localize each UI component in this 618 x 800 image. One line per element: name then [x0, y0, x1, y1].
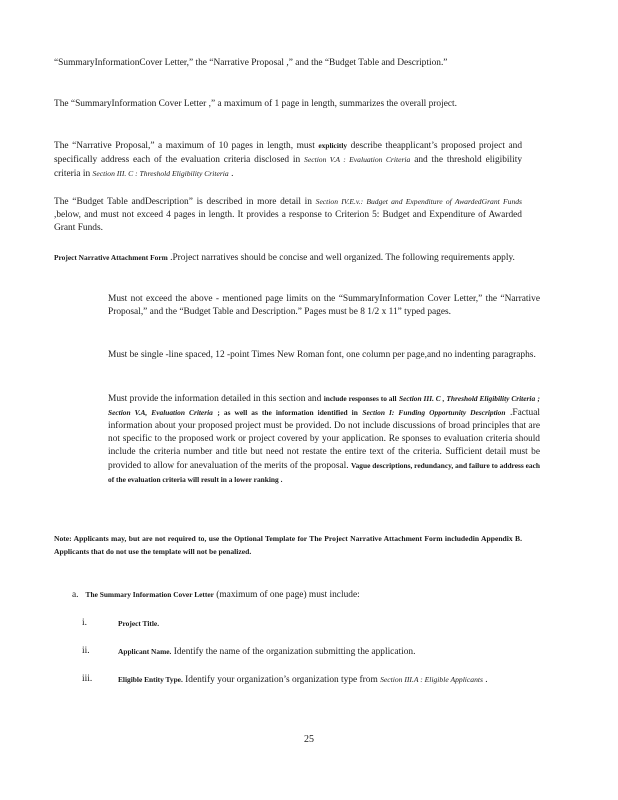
list-label-ii: ii. [82, 646, 90, 656]
text: Identify your organization’s organization type from [185, 675, 378, 685]
page-number: 25 [304, 734, 314, 745]
list-item-a [72, 588, 542, 602]
list-label: a. [72, 590, 79, 600]
text: and the threshold eligibility criteria in [54, 155, 523, 179]
text: Must provide the information detailed in this section and [108, 394, 322, 404]
section-reference: Section III. C : Threshold Eligibility Criteria [92, 169, 229, 178]
text: .Project narratives should be concise and well organized. The following requirements apply. [170, 253, 515, 263]
text: .Factual information about your proposed project must be provided. Do not include discussions of broad principles that are not specific to the proposed work or project covered by your application. Re sponses to evaluation criteria should include the criteria number and title but need not restate the entire text of the criteria. Sufficient detail must be provided to allow for anevaluation of the merits of the proposal. [108, 408, 540, 471]
note-optional-template: Note: Applicants may, but are not required to, use the Optional Template for The Project Narrative Attachment Form includedin Appendix B. Applicants that do not use the template will not be penalized. [54, 534, 522, 556]
text: Identify the name of the organization submitting the application. [173, 647, 416, 657]
section-reference: Section I: Funding Opportunity Description [362, 408, 506, 417]
list-item-applicant-name [118, 645, 538, 659]
section-reference: Section III. C , Threshold Eligibility Criteria [398, 394, 536, 403]
text-bold: The Summary Information Cover Letter [85, 590, 214, 599]
paragraph-project-narrative-form [54, 251, 522, 265]
text: The “Budget Table andDescription” is described in more detail in [54, 197, 312, 207]
bullet-formatting: Must be single -line spaced, 12 -point Times New Roman font, one column per page,and no indenting paragraphs. [108, 350, 536, 360]
text-bold: Vague descriptions, redundancy, and failure to address each of the evaluation criteria will result in a lower ranking . [108, 461, 540, 484]
section-reference: Section V.A : Evaluation Criteria [304, 155, 411, 164]
paragraph-intro: “SummaryInformationCover Letter,” the “Narrative Proposal ,” and the “Budget Table and Description.” [54, 58, 448, 68]
text-bold: Applicant Name. [118, 647, 172, 656]
list-item-project-title: Project Title. [118, 619, 160, 628]
paragraph-budget-table [54, 195, 522, 235]
text: ,below, and must not exceed 4 pages in length. It provides a response to Criterion 5: Budget and Expenditure of Awarded Grant Funds. [54, 210, 522, 233]
text: describe theapplicant’s proposed project and specifically address each of the evaluation criteria disclosed in [54, 141, 523, 165]
paragraph-summary-cover-letter: The “SummaryInformation Cover Letter ,” a maximum of 1 page in length, summarizes the overall project. [54, 99, 457, 109]
text: The “Narrative Proposal,” a maximum of 10 pages in length, must [54, 141, 315, 151]
section-reference: Section III.A : Eligible Applicants [380, 675, 483, 684]
emphasis-explicitly: explicitly [318, 141, 348, 150]
section-reference: ; Section V.A, Evaluation Criteria [108, 394, 540, 417]
text-bold: include responses to all [323, 394, 397, 403]
text: . [485, 675, 488, 685]
section-reference: Section IV.E.v.: Budget and Expenditure of AwardedGrant Funds [315, 197, 522, 206]
text-bold: ; as well as the information identified in [217, 408, 358, 417]
bullet-page-limits: Must not exceed the above - mentioned page limits on the “SummaryInformation Cover Letter,” the “Narrative Proposal,” and the “Budget Table and Description.” Pages must be 8 1/2 x 11” typed pages. [108, 294, 540, 317]
text-bold: Eligible Entity Type. [118, 675, 183, 684]
text: . [231, 169, 234, 179]
form-name: Project Narrative Attachment Form [54, 253, 168, 262]
list-label-iii: iii. [82, 674, 93, 684]
text: (maximum of one page) must include: [216, 590, 360, 600]
bullet-information-required [108, 392, 540, 487]
list-label-i: i. [82, 618, 87, 628]
paragraph-narrative-proposal [54, 139, 522, 181]
list-item-eligible-entity-type [118, 673, 538, 687]
